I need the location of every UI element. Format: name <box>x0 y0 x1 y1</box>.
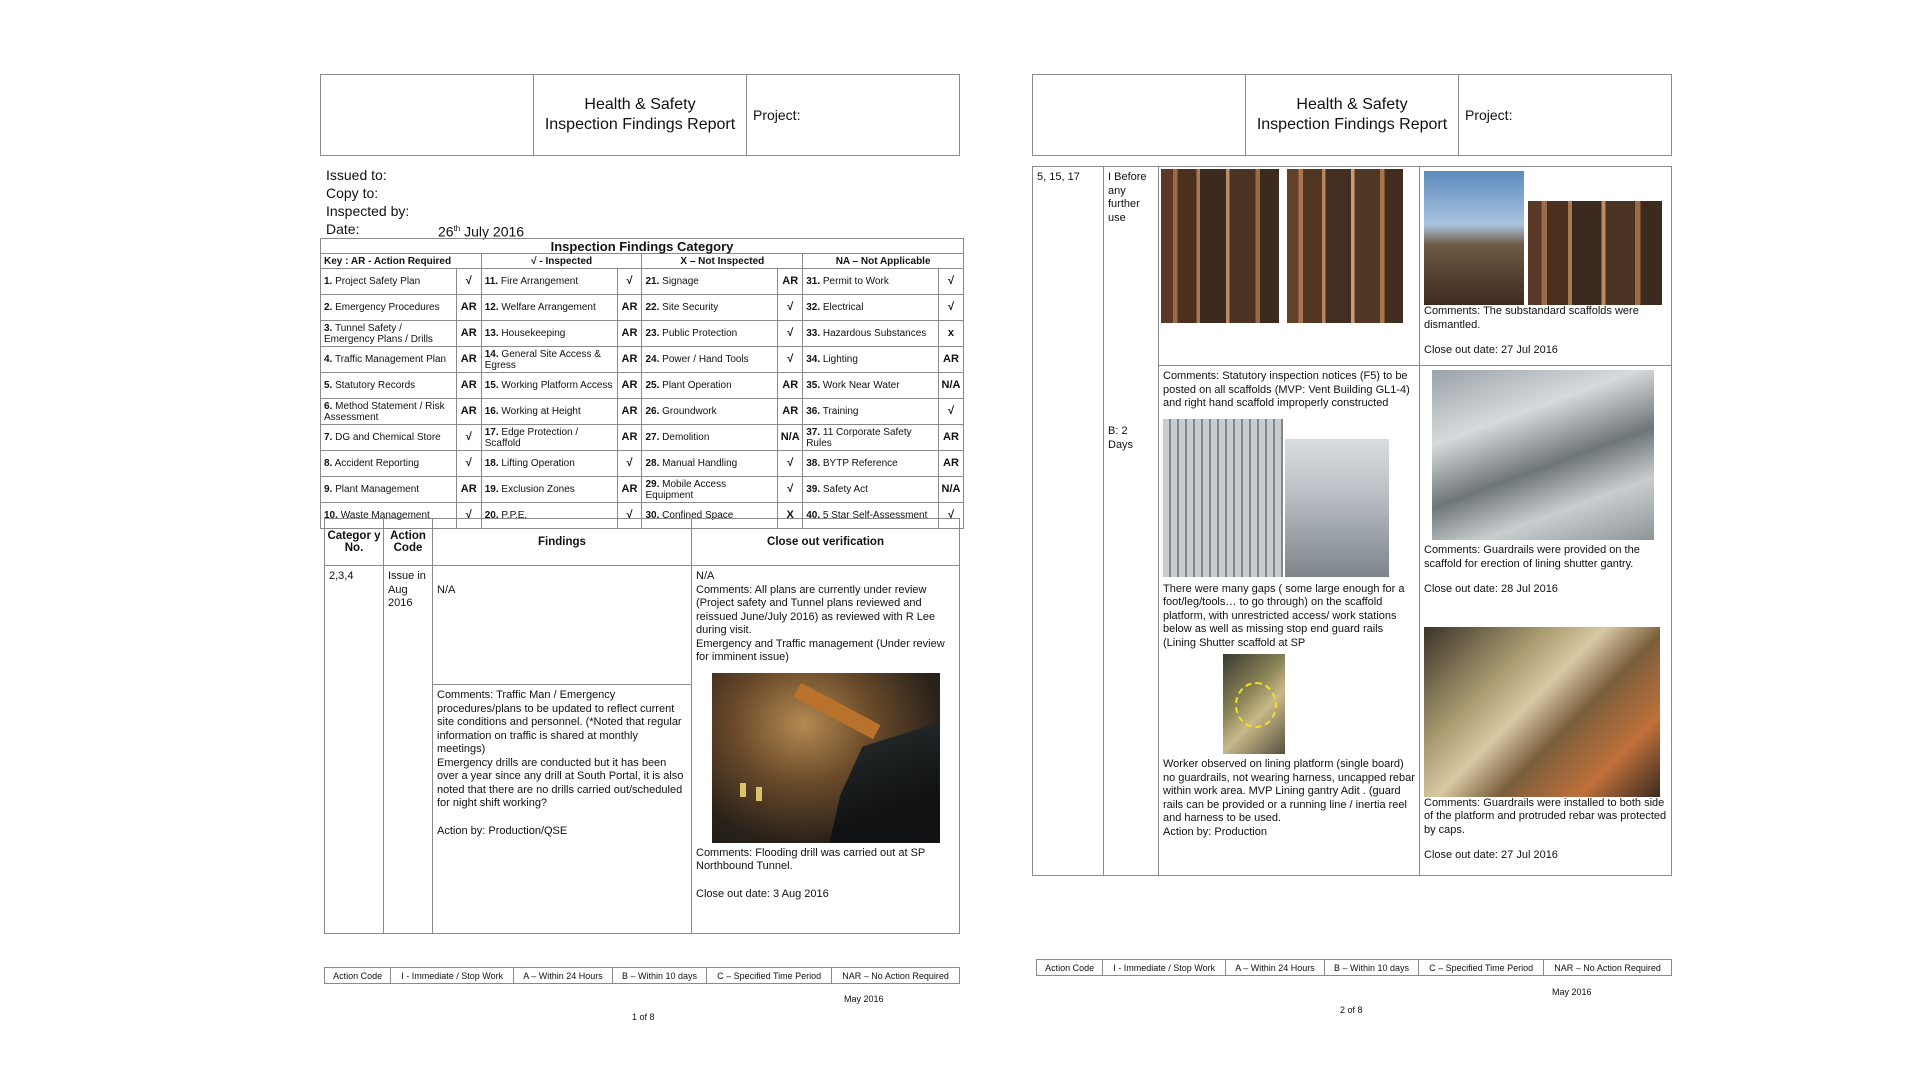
category-status: AR <box>456 399 481 425</box>
category-status: √ <box>778 347 803 373</box>
category-status: √ <box>456 425 481 451</box>
inspection-category-table <box>320 238 964 529</box>
footer-date: May 2016 <box>1552 987 1592 997</box>
finding-comment: Comments: Traffic Man / Emergency procedures/plans to be updated to reflect current site conditions and personnel. (*Noted that regular information on traffic is shared at monthly meetings) <box>437 689 682 755</box>
action-code-immediate: I Before any further use <box>1108 171 1147 224</box>
legend-action-code: Action Code <box>1037 960 1103 976</box>
key-action-required: Key : AR - Action Required <box>321 254 482 269</box>
category-status: √ <box>778 477 803 503</box>
category-row <box>321 347 964 373</box>
category-item-label: 2. Emergency Procedures <box>321 295 457 321</box>
category-item-label: 31. Permit to Work <box>803 269 939 295</box>
rebar-photo <box>1424 171 1524 305</box>
finding-drills: Emergency drills are conducted but it has been over a year since any drill at South Portal, it is also noted that there are no drills carried out/scheduled for night shift working? <box>437 756 684 809</box>
inspected-by-label: Inspected by: <box>326 203 410 219</box>
legend-10-days: B – Within 10 days <box>612 968 706 984</box>
category-item-label: 29. Mobile Access Equipment <box>642 477 778 503</box>
category-status: √ <box>778 321 803 347</box>
report-page-1 <box>320 74 968 1034</box>
close-na: N/A <box>696 570 715 582</box>
legend-immediate: I - Immediate / Stop Work <box>391 968 514 984</box>
excavator-arm-shape <box>793 682 880 738</box>
category-status: AR <box>617 295 642 321</box>
close-comment-rebar: Comments: Guardrails were installed to both side of the platform and protruded rebar was protected by caps. <box>1424 796 1667 836</box>
category-status: N/A <box>778 425 803 451</box>
worker-figure <box>756 787 762 801</box>
report-header-page-2 <box>1032 74 1672 156</box>
category-status: AR <box>617 347 642 373</box>
action-code-legend <box>324 967 960 984</box>
page-number: 2 of 8 <box>1340 1005 1363 1015</box>
legend-specified: C – Specified Time Period <box>707 968 832 984</box>
finding-gaps: There were many gaps ( some large enough for a foot/leg/tools… to go through) on the scaffold platform, with unrestricted access/ work stations below as well as missing stop end guard rails (Lining Shutter scaffold at SP <box>1163 582 1405 649</box>
category-item-label: 39. Safety Act <box>803 477 939 503</box>
category-item-label: 23. Public Protection <box>642 321 778 347</box>
legend-24-hours: A – Within 24 Hours <box>514 968 613 984</box>
category-status: √ <box>778 295 803 321</box>
report-page-2 <box>1032 74 1680 1034</box>
category-caption: Inspection Findings Category <box>321 239 964 254</box>
legend-no-action: NAR – No Action Required <box>832 968 960 984</box>
category-status: AR <box>938 425 963 451</box>
category-status: AR <box>456 477 481 503</box>
category-status: AR <box>778 373 803 399</box>
category-status: AR <box>617 373 642 399</box>
category-status: x <box>938 321 963 347</box>
category-status: N/A <box>938 373 963 399</box>
close-date-1: Close out date: 27 Jul 2016 <box>1424 344 1558 356</box>
legend-immediate: I - Immediate / Stop Work <box>1103 960 1226 976</box>
logo-area <box>321 75 534 156</box>
category-item-label: 7. DG and Chemical Store <box>321 425 457 451</box>
close-date: Close out date: 3 Aug 2016 <box>696 887 829 900</box>
finding-category: 2,3,4 <box>325 566 384 934</box>
page-number: 1 of 8 <box>632 1012 655 1022</box>
footer-date: May 2016 <box>844 994 884 1004</box>
category-status: √ <box>456 269 481 295</box>
finding-action-code <box>1104 167 1159 876</box>
action-code-b: B: 2 Days <box>1108 425 1134 451</box>
category-item-label: 12. Welfare Arrangement <box>481 295 617 321</box>
category-item-label: 11. Fire Arrangement <box>481 269 617 295</box>
category-status: N/A <box>938 477 963 503</box>
category-status: √ <box>938 269 963 295</box>
date-value: 26th July 2016 <box>438 223 525 240</box>
category-status: AR <box>456 347 481 373</box>
findings-table-page-2 <box>1032 166 1672 876</box>
scaffold-photos-cell <box>1159 167 1420 366</box>
category-row <box>321 399 964 425</box>
category-row <box>321 425 964 451</box>
category-row <box>321 269 964 295</box>
category-item-label: 37. 11 Corporate Safety Rules <box>803 425 939 451</box>
category-status: √ <box>938 503 963 529</box>
category-item-label: 5. Statutory Records <box>321 373 457 399</box>
category-item-label: 28. Manual Handling <box>642 451 778 477</box>
close-out-dismantled <box>1420 167 1672 366</box>
category-row <box>321 373 964 399</box>
col-action-code: Action Code <box>384 519 433 566</box>
category-item-label: 6. Method Statement / Risk Assessment <box>321 399 457 425</box>
finding-action-code: Issue in Aug 2016 <box>384 566 433 934</box>
key-not-applicable: NA – Not Applicable <box>803 254 964 269</box>
close-comment-dismantled: Comments: The substandard scaffolds were dismantled. <box>1424 305 1639 331</box>
category-item-label: 36. Training <box>803 399 939 425</box>
category-item-label: 13. Housekeeping <box>481 321 617 347</box>
excavator-shape <box>830 723 940 843</box>
close-out-guardrails-cell <box>1420 366 1672 876</box>
category-status: AR <box>456 321 481 347</box>
category-row <box>321 295 964 321</box>
guard-rail-photo <box>1285 439 1389 577</box>
finding-comment-cell <box>433 685 692 934</box>
finding-statutory: Comments: Statutory inspection notices (F5) to be posted on all scaffolds (MVP: Vent Building GL1-4) and right hand scaffold improperly constructed <box>1163 370 1410 409</box>
category-status: √ <box>456 503 481 529</box>
category-item-label: 25. Plant Operation <box>642 373 778 399</box>
category-status: AR <box>778 269 803 295</box>
issued-to-label: Issued to: <box>326 167 387 183</box>
date-label: Date: <box>326 221 360 237</box>
finding-action-by: Action by: Production <box>1163 825 1267 838</box>
category-row <box>321 321 964 347</box>
category-status: AR <box>617 321 642 347</box>
highlight-circle <box>1235 682 1277 728</box>
legend-action-code: Action Code <box>325 968 391 984</box>
category-status: AR <box>778 399 803 425</box>
category-status: AR <box>617 399 642 425</box>
category-status: √ <box>456 451 481 477</box>
category-status: X <box>778 503 803 529</box>
category-item-label: 33. Hazardous Substances <box>803 321 939 347</box>
category-item-label: 22. Site Security <box>642 295 778 321</box>
close-date-3: Close out date: 27 Jul 2016 <box>1424 849 1558 861</box>
category-item-label: 14. General Site Access & Egress <box>481 347 617 373</box>
dismantled-scaffold-photo <box>1528 201 1662 305</box>
legend-24-hours: A – Within 24 Hours <box>1226 960 1325 976</box>
category-item-label: 38. BYTP Reference <box>803 451 939 477</box>
guardrail-gantry-photo <box>1432 370 1654 540</box>
col-category-no: Categor y No. <box>325 519 384 566</box>
close-emergency: Emergency and Traffic management (Under review for imminent issue) <box>696 637 945 663</box>
category-item-label: 30. Confined Space <box>642 503 778 529</box>
platform-gaps-photo <box>1163 419 1283 577</box>
legend-10-days: B – Within 10 days <box>1324 960 1418 976</box>
col-findings: Findings <box>433 519 692 566</box>
category-status: AR <box>617 425 642 451</box>
close-comment: Comments: All plans are currently under review (Project safety and Tunnel plans reviewed and reissued June/July 2016) as reviewed with R Lee during visit. <box>696 583 936 636</box>
category-item-label: 8. Accident Reporting <box>321 451 457 477</box>
scaffold-photo <box>1161 169 1279 323</box>
category-item-label: 40. 5 Star Self-Assessment <box>803 503 939 529</box>
lining-platform-photo <box>1424 627 1660 797</box>
category-row <box>321 451 964 477</box>
issue-details <box>326 166 524 241</box>
category-item-label: 32. Electrical <box>803 295 939 321</box>
category-item-label: 9. Plant Management <box>321 477 457 503</box>
finding-action-by: Action by: Production/QSE <box>437 824 568 837</box>
category-status: AR <box>456 373 481 399</box>
category-item-label: 35. Work Near Water <box>803 373 939 399</box>
finding-details-cell <box>1159 366 1420 876</box>
key-inspected: √ - Inspected <box>481 254 642 269</box>
finding-worker: Worker observed on lining platform (single board) no guardrails, not wearing harness, uncapped rebar within work area. MVP Lining gantry Adit . (guard rails can be provided or a running line / inertia reel and harness to be used. <box>1163 758 1415 824</box>
worker-platform-photo <box>1223 654 1285 754</box>
legend-no-action: NAR – No Action Required <box>1544 960 1672 976</box>
category-item-label: 20. P.P.E. <box>481 503 617 529</box>
findings-table <box>324 518 960 934</box>
category-status: √ <box>617 269 642 295</box>
logo-area <box>1033 75 1246 156</box>
legend-specified: C – Specified Time Period <box>1419 960 1544 976</box>
ladder-scaffold-photo <box>1287 169 1403 323</box>
category-item-label: 3. Tunnel Safety / Emergency Plans / Drills <box>321 321 457 347</box>
finding-na: N/A <box>433 566 692 685</box>
category-item-label: 26. Groundwork <box>642 399 778 425</box>
category-item-label: 21. Signage <box>642 269 778 295</box>
project-label: Project: <box>747 75 960 156</box>
report-title: Health & Safety Inspection Findings Report <box>534 75 747 156</box>
category-status: √ <box>617 451 642 477</box>
report-header <box>320 74 960 156</box>
close-out-cell <box>692 566 960 934</box>
category-item-label: 27. Demolition <box>642 425 778 451</box>
category-item-label: 19. Exclusion Zones <box>481 477 617 503</box>
category-item-label: 24. Power / Hand Tools <box>642 347 778 373</box>
close-comment-guardrails: Comments: Guardrails were provided on the scaffold for erection of lining shutter gantry. <box>1424 544 1640 570</box>
category-status: √ <box>938 399 963 425</box>
category-item-label: 16. Working at Height <box>481 399 617 425</box>
col-close-out: Close out verification <box>692 519 960 566</box>
key-not-inspected: X – Not Inspected <box>642 254 803 269</box>
category-item-label: 34. Lighting <box>803 347 939 373</box>
finding-category: 5, 15, 17 <box>1033 167 1104 876</box>
category-item-label: 15. Working Platform Access <box>481 373 617 399</box>
category-item-label: 10. Waste Management <box>321 503 457 529</box>
worker-figure <box>740 783 746 797</box>
category-item-label: 18. Lifting Operation <box>481 451 617 477</box>
category-status: AR <box>456 295 481 321</box>
category-status: AR <box>938 451 963 477</box>
category-item-label: 17. Edge Protection / Scaffold <box>481 425 617 451</box>
category-status: √ <box>778 451 803 477</box>
project-label: Project: <box>1459 75 1672 156</box>
copy-to-label: Copy to: <box>326 185 379 201</box>
category-status: AR <box>938 347 963 373</box>
category-item-label: 4. Traffic Management Plan <box>321 347 457 373</box>
category-item-label: 1. Project Safety Plan <box>321 269 457 295</box>
close-date-2: Close out date: 28 Jul 2016 <box>1424 583 1558 595</box>
flooding-drill-photo <box>712 673 940 843</box>
category-status: √ <box>617 503 642 529</box>
category-status: √ <box>938 295 963 321</box>
category-row <box>321 477 964 503</box>
close-photo-comment: Comments: Flooding drill was carried out at SP Northbound Tunnel. <box>696 846 926 872</box>
action-code-legend <box>1036 959 1672 976</box>
report-title: Health & Safety Inspection Findings Report <box>1246 75 1459 156</box>
category-status: AR <box>617 477 642 503</box>
